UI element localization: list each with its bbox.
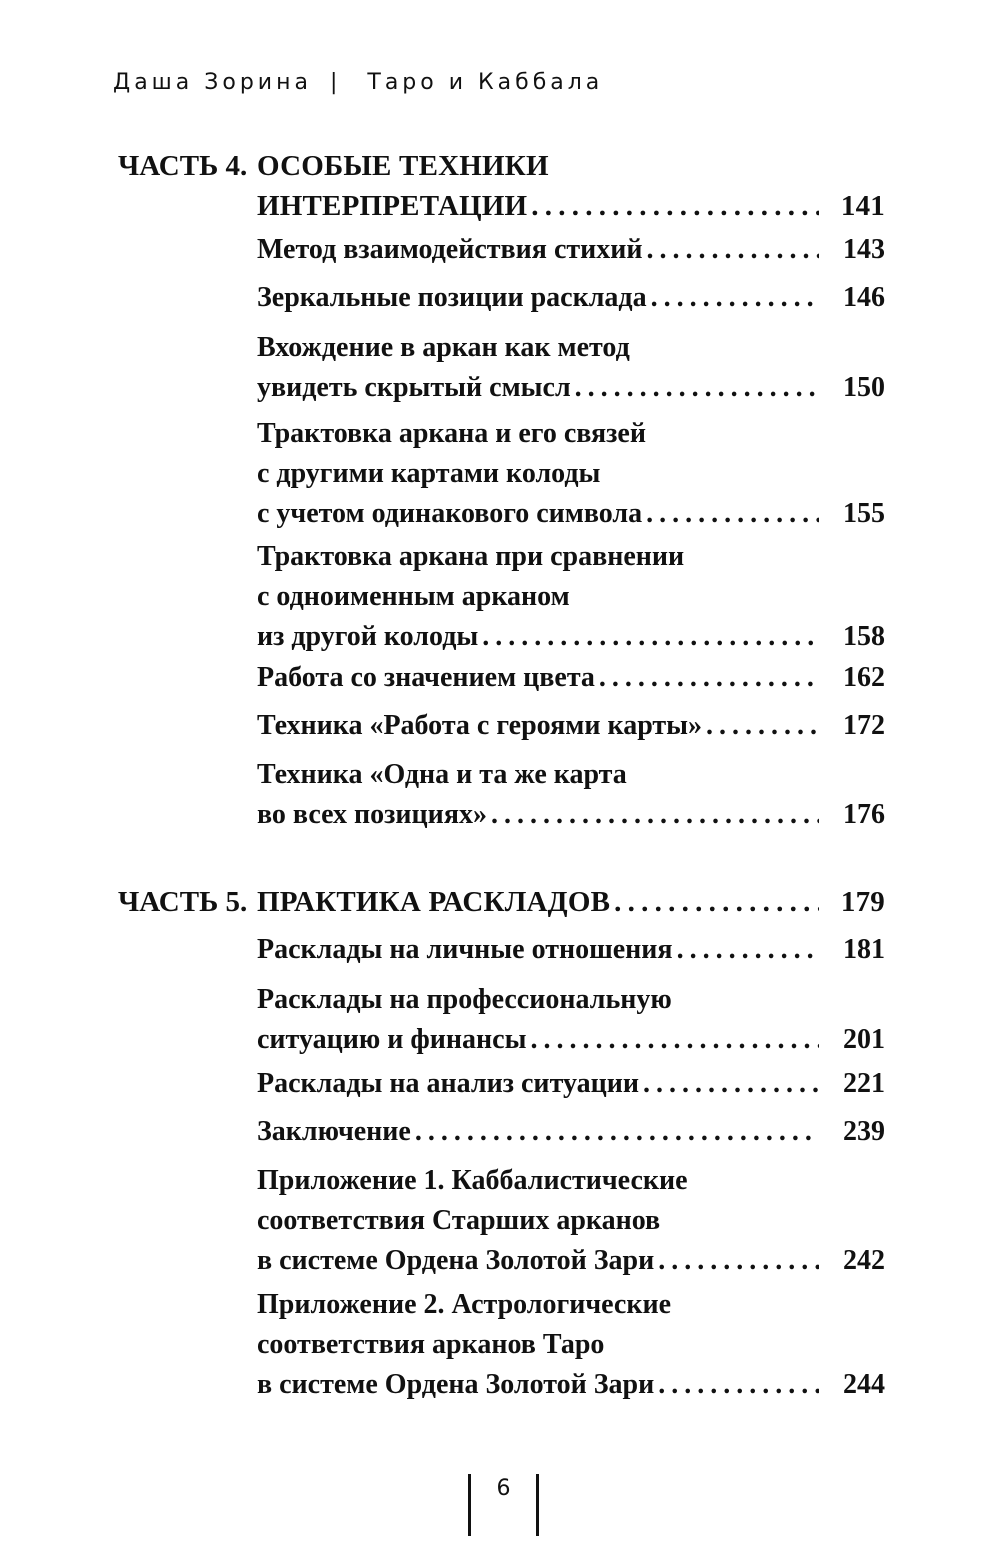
page-number: 176 <box>843 799 885 830</box>
part4-title-line2: ИНТЕРПРЕТАЦИИ <box>257 190 528 222</box>
toc-entry[interactable] <box>257 930 885 970</box>
toc-entry[interactable] <box>257 1112 885 1152</box>
entry-title: в системе Ордена Золотой Зари <box>257 1245 655 1276</box>
page-number: 181 <box>843 934 885 965</box>
page-number: 242 <box>843 1245 885 1276</box>
page-number: 150 <box>843 372 885 403</box>
page-number: 244 <box>843 1369 885 1400</box>
toc-entry[interactable] <box>257 328 885 408</box>
toc-entry[interactable] <box>257 980 885 1060</box>
page-number: 179 <box>840 886 885 918</box>
dot-leader <box>646 494 819 534</box>
part4-title-line1: ОСОБЫЕ ТЕХНИКИ <box>257 150 549 182</box>
toc-entry[interactable] <box>257 706 885 746</box>
entry-title: соответствия Старших арканов <box>257 1205 661 1236</box>
entry-title: с учетом одинакового символа <box>257 498 643 529</box>
toc-entry[interactable] <box>257 278 885 318</box>
page-number: 155 <box>843 498 885 529</box>
toc-entry[interactable] <box>257 1285 885 1405</box>
part4-prefix: ЧАСТЬ 4. <box>118 150 248 182</box>
dot-leader <box>647 230 819 270</box>
entry-title: с другими картами колоды <box>257 458 601 489</box>
page-number: 239 <box>843 1116 885 1147</box>
toc-entry[interactable] <box>257 658 885 698</box>
entry-title: во всех позициях» <box>257 799 487 830</box>
toc-entry[interactable] <box>257 1064 885 1104</box>
dot-leader <box>530 1020 819 1060</box>
running-head <box>113 70 603 95</box>
entry-title: Приложение 2. Астрологические <box>257 1289 672 1320</box>
part5-title: ПРАКТИКА РАСКЛАДОВ <box>257 886 611 918</box>
toc-entry[interactable] <box>257 755 885 835</box>
dot-leader <box>599 658 819 698</box>
entry-title: ситуацию и финансы <box>257 1024 527 1055</box>
entry-title: Расклады на анализ ситуации <box>257 1068 639 1099</box>
toc-entry[interactable] <box>257 537 885 657</box>
entry-title: Работа со значением цвета <box>257 662 595 693</box>
page-number: 143 <box>843 234 885 265</box>
entry-title: Техника «Работа с героями карты» <box>257 710 703 741</box>
toc-entry-part4[interactable] <box>257 146 885 226</box>
page-number: 172 <box>843 710 885 741</box>
page-number: 201 <box>843 1024 885 1055</box>
entry-title: Трактовка аркана и его связей <box>257 418 646 449</box>
running-head-title: Таро и Каббала <box>367 70 604 95</box>
page-number: 221 <box>843 1068 885 1099</box>
dot-leader <box>658 1365 819 1405</box>
running-head-author: Даша Зорина <box>113 70 312 95</box>
entry-title: Расклады на личные отношения <box>257 934 673 965</box>
dot-leader <box>614 882 819 922</box>
entry-title: в системе Ордена Золотой Зари <box>257 1369 655 1400</box>
entry-title: Расклады на профессиональную <box>257 984 672 1015</box>
entry-title: Техника «Одна и та же карта <box>257 759 627 790</box>
dot-leader <box>491 795 819 835</box>
dot-leader <box>651 278 819 318</box>
dot-leader <box>677 930 819 970</box>
entry-title: из другой колоды <box>257 621 479 652</box>
entry-title: с одноименным арканом <box>257 581 570 612</box>
page-number-folio: 6 <box>496 1476 511 1501</box>
page-number: 158 <box>843 621 885 652</box>
toc-entry[interactable] <box>257 1161 885 1281</box>
dot-leader <box>575 368 819 408</box>
dot-leader <box>531 186 819 226</box>
running-head-separator: | <box>329 70 342 95</box>
dot-leader <box>482 617 819 657</box>
entry-title: Зеркальные позиции расклада <box>257 282 647 313</box>
page-number: 141 <box>840 190 885 222</box>
toc-entry[interactable] <box>257 414 885 534</box>
page-folio <box>462 1474 542 1536</box>
toc-entry-part5[interactable] <box>257 882 885 922</box>
entry-title: Метод взаимодействия стихий <box>257 234 643 265</box>
part5-prefix: ЧАСТЬ 5. <box>118 886 248 918</box>
dot-leader <box>643 1064 819 1104</box>
entry-title: Приложение 1. Каббалистические <box>257 1165 688 1196</box>
entry-title: увидеть скрытый смысл <box>257 372 571 403</box>
entry-title: Заключение <box>257 1116 411 1147</box>
toc-entry[interactable] <box>257 230 885 270</box>
entry-title: соответствия арканов Таро <box>257 1329 605 1360</box>
entry-title: Вхождение в аркан как метод <box>257 332 630 363</box>
page-number: 162 <box>843 662 885 693</box>
dot-leader <box>658 1241 819 1281</box>
page-number: 146 <box>843 282 885 313</box>
dot-leader <box>415 1112 819 1152</box>
entry-title: Трактовка аркана при сравнении <box>257 541 685 572</box>
folio-rule-right <box>536 1474 539 1536</box>
dot-leader <box>706 706 819 746</box>
